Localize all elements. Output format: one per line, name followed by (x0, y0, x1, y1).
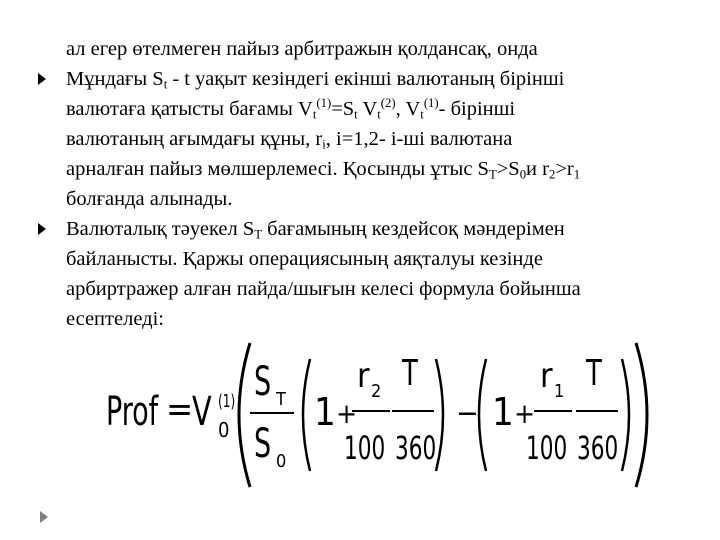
text-run: есептеледі: (66, 308, 164, 330)
right-paren-inner-1 (436, 359, 443, 471)
text-run: арбиртражер алған пайда/шығын келесі формула бойынша (66, 278, 581, 300)
text-line (32, 184, 692, 214)
formula-100-1: 100 (344, 429, 386, 467)
formula-t-1: T (402, 351, 418, 394)
superscript: (1) (423, 96, 439, 111)
text-run: бағамының кездейсоқ мәндерімен (262, 218, 565, 240)
subscript: t (312, 107, 317, 122)
text-line (32, 304, 692, 334)
text-run: арналған пайыз мөлшерлемесі. Қосынды ұтыс S (66, 158, 489, 180)
formula-s-bottom: S (254, 420, 272, 468)
subscript: t (420, 107, 424, 122)
superscript: (1) (316, 96, 332, 111)
formula-s0-sub: 0 (276, 451, 287, 472)
text-line (32, 124, 692, 154)
left-paren-outer (239, 343, 250, 487)
text-run: - бірінші (438, 98, 516, 120)
text-line (32, 64, 692, 94)
formula-v-sup: (1) (218, 390, 236, 412)
text-run: - t уақыт кезіндегі екінші валютаның бірінші (167, 68, 565, 90)
formula-360-2: 360 (577, 429, 619, 467)
slide-body-text (32, 34, 692, 334)
subscript: 1 (573, 167, 581, 182)
bullet-arrow-icon (38, 73, 46, 85)
formula-r2-sub: 2 (371, 381, 382, 402)
text-line (32, 244, 692, 274)
formula-plus-1: + (336, 397, 358, 430)
formula-minus: − (456, 396, 479, 431)
formula-svg (100, 335, 660, 495)
formula-eq: = (166, 389, 194, 430)
formula-t-2: T (586, 351, 602, 394)
text-run: V (357, 98, 378, 120)
formula-r1-sub: 1 (554, 381, 565, 402)
formula-360-1: 360 (395, 429, 437, 467)
text-run: , V (395, 98, 421, 120)
subscript: t (354, 107, 358, 122)
right-paren-outer (636, 343, 647, 487)
text-run: =S (331, 98, 355, 120)
formula-one-1: 1 (314, 390, 336, 434)
text-run: ал егер өтелмеген пайыз арбитражын қолдансақ, онда (66, 38, 538, 60)
superscript: (2) (380, 96, 396, 111)
text-run: и r (526, 158, 549, 180)
formula-st-sub: T (276, 389, 286, 410)
bullet-arrow-icon (38, 223, 46, 235)
subscript: T (488, 167, 497, 182)
text-run: >r (555, 158, 574, 180)
text-run: Валюталық тәуекел S (66, 218, 255, 240)
formula-plus-2: + (514, 397, 536, 430)
formula-r1: r (540, 356, 553, 396)
profit-formula (100, 335, 660, 495)
text-run: валютаға қатысты бағамы V (66, 98, 313, 120)
text-run: валютаның ағымдағы құны, r (66, 128, 323, 150)
text-line (32, 154, 692, 184)
left-paren-inner-2 (479, 359, 486, 471)
formula-s-top: S (254, 358, 272, 406)
formula-lhs: Prof (106, 388, 159, 436)
subscript: 0 (519, 167, 527, 182)
text-line (32, 34, 692, 64)
text-line (32, 214, 692, 244)
text-line (32, 274, 692, 304)
formula-one-2: 1 (492, 390, 514, 434)
formula-v-sub: 0 (218, 418, 230, 442)
subscript: 2 (548, 167, 556, 182)
right-paren-inner-2 (622, 359, 629, 471)
text-run: болғанда алынады. (66, 188, 233, 210)
subscript: t (163, 77, 168, 92)
subscript: T (254, 227, 263, 242)
left-paren-inner-1 (303, 359, 310, 471)
formula-r2: r (357, 356, 370, 396)
formula-100-2: 100 (526, 429, 568, 467)
slide-nav-arrow-icon[interactable] (40, 511, 48, 523)
subscript: t (377, 107, 381, 122)
text-run: Мұндағы S (66, 68, 164, 90)
subscript: i (322, 137, 326, 152)
text-run: >S (496, 158, 520, 180)
text-line (32, 94, 692, 124)
text-run: , i=1,2- i-ші валютана (325, 128, 513, 150)
formula-v: V (192, 387, 212, 435)
text-run: байланысты. Қаржы операциясының аяқталуы кезінде (66, 248, 543, 270)
